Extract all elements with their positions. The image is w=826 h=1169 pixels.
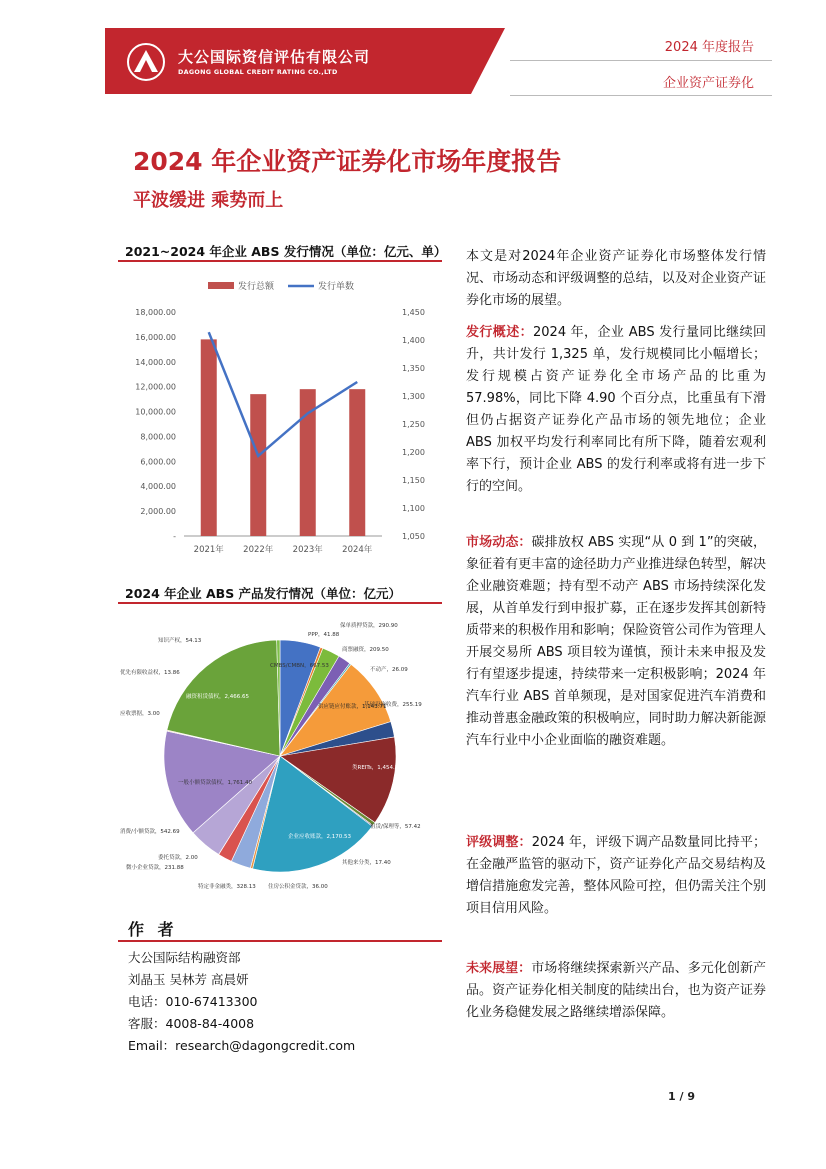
pie-label: 不动产，26.09 xyxy=(370,667,408,673)
author-dept: 大公国际结构融资部 xyxy=(128,950,241,965)
left-axis-tick: 18,000.00 xyxy=(135,308,176,317)
left-axis-tick: 6,000.00 xyxy=(140,457,176,467)
x-axis-tick: 2023年 xyxy=(292,545,323,555)
x-axis-tick: 2021年 xyxy=(193,545,224,555)
pie-label: 企业应收账款，2,170.53 xyxy=(288,834,351,840)
left-axis-tick: 10,000.00 xyxy=(135,407,176,417)
legend-bar-label: 发行总额 xyxy=(238,282,275,292)
left-axis-tick: 14,000.00 xyxy=(135,357,176,367)
org-name-en: DAGONG GLOBAL CREDIT RATING CO.,LTD xyxy=(178,68,338,76)
right-axis-tick: 1,050 xyxy=(402,532,425,541)
left-axis-tick: - xyxy=(173,532,176,541)
right-axis-tick: 1,100 xyxy=(402,504,425,513)
author-service: 客服：4008-84-4008 xyxy=(128,1016,255,1031)
product-pie-chart xyxy=(118,606,442,906)
right-axis-tick: 1,250 xyxy=(402,420,425,429)
pie-label: 供应链应付账款，1,143.71 xyxy=(318,704,387,710)
author-email[interactable] xyxy=(128,1036,355,1054)
author-phone: 电话：010-67413300 xyxy=(128,994,258,1009)
pie-label: 消费/小额贷款，542.69 xyxy=(120,829,180,835)
pie-label: 保单质押贷款，290.90 xyxy=(340,623,398,629)
org-name-cn: 大公国际资信评估有限公司 xyxy=(178,48,371,66)
pie-label: 类REITs，1,454.27 xyxy=(352,765,402,771)
right-axis-tick: 1,450 xyxy=(402,308,425,317)
chart1-title-rule xyxy=(118,260,442,262)
intro-paragraph: 本文是对2024年企业资产证券化市场整体发行情况、市场动态和评级调整的总结，以及对企业资产证券化市场的展望。 xyxy=(466,249,766,308)
header-divider xyxy=(510,60,772,61)
pie-label: 特定非金融类，328.13 xyxy=(198,884,256,890)
pie-label: 委托贷款，2.00 xyxy=(158,855,198,861)
left-axis-tick: 8,000.00 xyxy=(140,432,176,442)
left-axis-tick: 16,000.00 xyxy=(135,332,176,342)
chart2-title-rule xyxy=(118,602,442,604)
pie-label: 融资租赁债权，2,466.65 xyxy=(186,694,249,700)
right-axis-tick: 1,350 xyxy=(402,364,425,373)
market-lead: 市场动态： xyxy=(466,535,532,550)
page-number: 1 / 9 xyxy=(668,1090,695,1103)
pie-label: CMBS/CMBN，667.53 xyxy=(270,663,329,669)
rating-text: 2024 年，评级下调产品数量同比持平；在金融严监管的驱动下，资产证券化产品交易结构及增信措施愈发完善，整体风险可控，但仍需关注个别项目信用风险。 xyxy=(466,835,766,916)
left-axis-tick: 4,000.00 xyxy=(140,482,176,492)
bar-2022年 xyxy=(250,394,266,536)
author-email-text[interactable]: Email：research@dagongcredit.com xyxy=(128,1038,356,1053)
overview-lead: 发行概述： xyxy=(466,325,534,340)
outlook-paragraph xyxy=(466,958,766,1024)
legend-bar-swatch xyxy=(208,282,234,289)
report-topic-tag: 企业资产证券化 xyxy=(662,76,754,91)
header-divider xyxy=(510,95,772,96)
outlook-text: 市场将继续探索新兴产品、多元化创新产品。资产证券化相关制度的陆续出台，也为资产证券化业务稳健发展之路继续增添保障。 xyxy=(466,961,766,1020)
page-title: 2024 年企业资产证券化市场年度报告 xyxy=(133,147,562,176)
market-text: 碳排放权 ABS 实现“从 0 到 1”的突破，象征着有更丰富的途径助力产业推进绿色转型，解决企业融资难题；持有型不动产 ABS 市场持续深化发展，从首单发行到申报扩募，正在逐步发挥其创新特质带来的积极作用和影响；保险资管公司作为管理人开展交易所 ABS 项目较为谨慎，预计未来申报及发行有望逐步提速，持续带来一定积极影响；2024 年汽车行业 ABS 首单频现，是对国家促进汽车消费和推动普惠金融政策的积极响应，同时助力解决新能源汽车行业中小企业面临的融资难题。 xyxy=(466,535,766,748)
pie-label: 租赁/保理等，57.42 xyxy=(370,824,421,830)
pie-label: 知识产权，54.13 xyxy=(158,638,202,644)
rating-lead: 评级调整： xyxy=(466,835,532,850)
author-names: 刘晶玉 吴林芳 高晨妍 xyxy=(128,972,249,987)
outlook-lead: 未来展望： xyxy=(466,961,532,976)
pie-label: 应收票据，3.00 xyxy=(120,711,160,717)
rating-paragraph xyxy=(466,832,766,920)
authors-rule xyxy=(118,940,442,942)
x-axis-tick: 2022年 xyxy=(243,545,274,555)
page-subtitle: 平波缓进 乘势而上 xyxy=(133,190,284,211)
issuance-combo-chart xyxy=(118,266,448,566)
x-axis-tick: 2024年 xyxy=(342,545,373,555)
right-axis-tick: 1,200 xyxy=(402,448,425,457)
report-year-tag: 2024 年度报告 xyxy=(664,40,754,55)
left-axis-tick: 12,000.00 xyxy=(135,382,176,392)
right-axis-tick: 1,150 xyxy=(402,476,425,485)
pie-label: PPP，41.88 xyxy=(308,632,340,638)
overview-text: 2024 年，企业 ABS 发行量同比继续回升，共计发行 1,325 单，发行规模同比小幅增长；发行规模占资产证券化全市场产品的比重为 57.98%，同比下降 4.90 个百分点，比重虽有下滑但仍占据资产证券化产品市场的领先地位；企业 ABS 加权平均发行利率同比有所下降，随着宏观利率下行，预计企业 ABS 的发行利率或将有进一步下行的空间。 xyxy=(466,325,766,494)
right-axis-tick: 1,300 xyxy=(402,392,425,401)
bar-2021年 xyxy=(201,339,217,536)
pie-label: 基础设施收费，255.19 xyxy=(364,702,422,708)
market-paragraph xyxy=(466,532,766,752)
pie-label: 其他来分类，17.40 xyxy=(342,860,391,866)
pie-label: 优先有限收益权，13.86 xyxy=(120,670,180,676)
bar-2024年 xyxy=(349,389,365,536)
issuance-count-line xyxy=(209,332,358,456)
pie-label: 一般小额贷款债权，1,761.40 xyxy=(178,780,252,786)
left-axis-tick: 2,000.00 xyxy=(140,507,176,517)
chart2-title: 2024 年企业 ABS 产品发行情况（单位：亿元） xyxy=(125,586,402,601)
pie-label: 商票融资，209.50 xyxy=(342,647,389,653)
pie-label: 微小企业贷款，231.88 xyxy=(126,865,184,871)
authors-heading: 作 者 xyxy=(128,920,178,939)
chart1-title: 2021~2024 年企业 ABS 发行情况（单位：亿元、单） xyxy=(125,244,447,259)
overview-paragraph xyxy=(466,322,766,498)
right-axis-tick: 1,400 xyxy=(402,336,425,345)
dagong-logo-icon xyxy=(126,42,166,82)
pie-label: 住房公积金贷款，36.00 xyxy=(268,884,328,890)
legend-line-label: 发行单数 xyxy=(318,282,355,292)
